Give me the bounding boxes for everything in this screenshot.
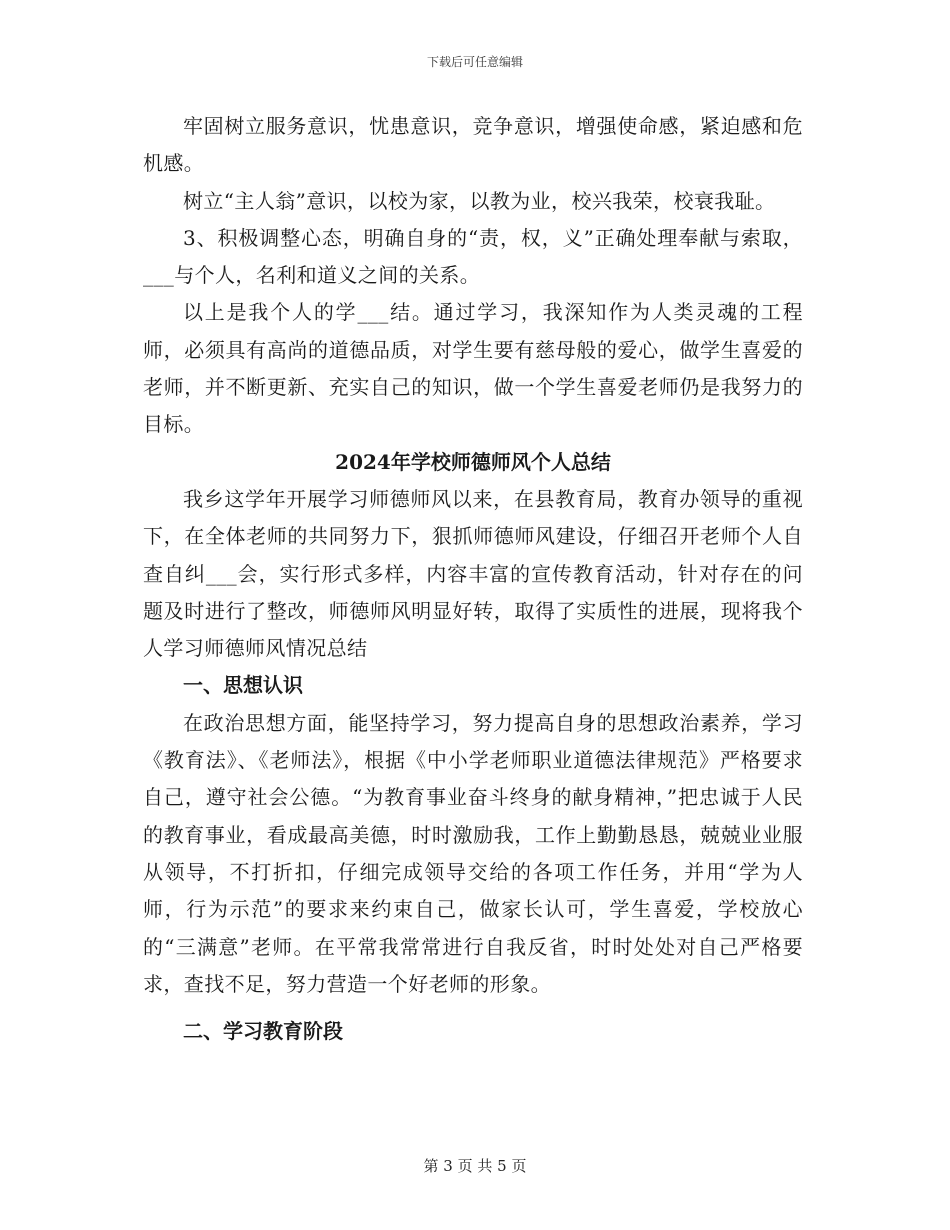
paragraph: 我乡这学年开展学习师德师风以来，在县教育局，教育办领导的重视下，在全体老师的共同努力下，狠抓师德师风建设，仔细召开老师个人自查自纠___会，实行形式多样，内容丰富的宣传教育活动，针对存在的问题及时进行了整改，师德师风明显好转，取得了实质性的进展，现将我个人学习师德师风情况总结 <box>143 486 803 661</box>
page-header: 下载后可任意编辑 <box>426 55 523 69</box>
heading-thought: 一、思想认识 <box>183 673 303 698</box>
paragraph: 以上是我个人的学___结。通过学习，我深知作为人类灵魂的工程师，必须具有高尚的道德品质，对学生要有慈母般的爱心，做学生喜爱的老师，并不断更新、充实自己的知识，做一个学生喜爱老师仍是我努力的目标。 <box>143 300 803 437</box>
paragraph: 在政治思想方面，能坚持学习，努力提高自身的思想政治素养，学习《教育法》、《老师法》，根据《中小学老师职业道德法律规范》严格要求自己，遵守社会公德。“为教育事业奋斗终身的献身精神，”把忠诚于人民的教育事业，看成最高美德，时时激励我，工作上勤勤恳恳，兢兢业业服从领导，不打折扣，仔细完成领导交给的各项工作任务，并用“学为人师，行为示范”的要求来约束自己，做家长认可，学生喜爱，学校放心的“三满意”老师。在平常我常常进行自我反省，时时处处对自己严格要求，查找不足，努力营造一个好老师的形象。 <box>143 710 803 996</box>
page-number: 第 3 页 共 5 页 <box>423 1157 527 1175</box>
document-body <box>143 108 803 1050</box>
paragraph: 树立“主人翁”意识，以校为家，以教为业，校兴我荣，校衰我耻。 <box>183 188 776 213</box>
paragraph: 牢固树立服务意识，忧患意识，竞争意识，增强使命感，紧迫感和危机感。 <box>143 114 803 176</box>
section-title: 2024年学校师德师风个人总结 <box>335 449 611 474</box>
heading-study: 二、学习教育阶段 <box>183 1019 343 1044</box>
paragraph: 3、积极调整心态，明确自身的“责，权，义”正确处理奉献与索取，___与个人，名利和道义之间的关系。 <box>143 225 803 288</box>
